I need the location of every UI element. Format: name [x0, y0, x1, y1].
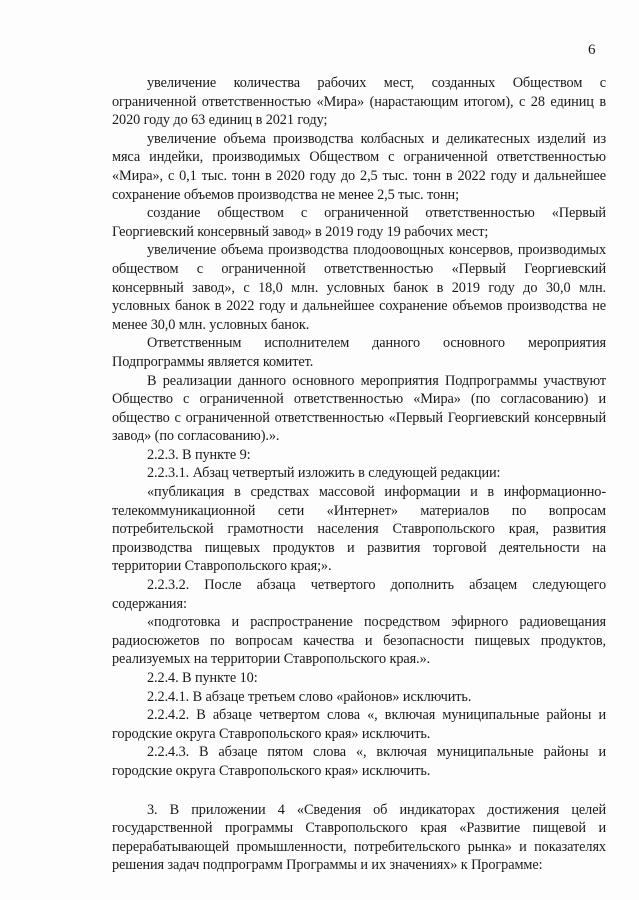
paragraph: 2.2.4.3. В абзаце пятом слова «, включая муниципальные районы и городские округа Ставропольского края» исключить.	[112, 744, 606, 779]
paragraph: увеличение количества рабочих мест, созданных Обществом с ограниченной ответственностью «Мира» (нарастающим итогом), с 28 единиц в 2020 году до 63 единиц в 2021 году;	[112, 75, 606, 129]
paragraph: 3. В приложении 4 «Сведения об индикаторах достижения целей государственной программы Ставропольского края «Развитие пищевой и перерабатывающей промышленности, потребительского рынка» и показателях решения задач подпрограмм Программы и их значениях» к Программе:	[112, 801, 606, 874]
page-number: 6	[588, 42, 596, 58]
paragraph: создание обществом с ограниченной ответственностью «Первый Георгиевский консервный завод» в 2019 году 19 рабочих мест;	[112, 205, 606, 240]
paragraph: увеличение объема производства плодоовощных консервов, производимых обществом с ограниченной ответственностью «Первый Георгиевский консервный завод», с 18,0 млн. условных банок в 2019 году до 30,0 млн. условных банок в 2022 году и дальнейшее сохранение объемов производства не менее 30,0 млн. условных банок.	[112, 242, 606, 333]
paragraph: Ответственным исполнителем данного основного мероприятия Подпрограммы является комитет.	[112, 335, 606, 370]
paragraph: 2.2.4. В пункте 10:	[147, 670, 258, 686]
paragraph: 2.2.4.1. В абзаце третьем слово «районов» исключить.	[147, 688, 472, 705]
paragraph: В реализации данного основного мероприятия Подпрограммы участвуют Общество с ограниченной ответственностью «Мира» (по согласованию) и общество с ограниченной ответственностью «Первый Георгиевский консервный завод» (по согласованию).».	[112, 372, 606, 445]
paragraph: 2.2.3.2. После абзаца четвертого дополнить абзацем следующего содержания:	[112, 577, 606, 612]
document-body	[112, 74, 606, 875]
paragraph: «публикация в средствах массовой информации и в информационно-телекоммуникационной сети «Интернет» материалов по вопросам потребительской грамотности населения Ставропольского края, развития производства пищевых продуктов и развития торговой деятельности на территории Ставропольского края;».	[112, 484, 606, 575]
paragraph: «подготовка и распространение посредством эфирного радиовещания радиосюжетов по вопросам качества и безопасности пищевых продуктов, реализуемых на территории Ставропольского края.».	[112, 614, 606, 668]
paragraph: 2.2.4.2. В абзаце четвертом слова «, включая муниципальные районы и городские округа Ставропольского края» исключить.	[112, 707, 606, 742]
paragraph: увеличение объема производства колбасных и деликатесных изделий из мяса индейки, производимых Обществом с ограниченной ответственностью «Мира», с 0,1 тыс. тонн в 2020 году до 2,5 тыс. тонн в 2022 году и дальнейшее сохранение объемов производства не менее 2,5 тыс. тонн;	[112, 130, 606, 203]
paragraph: 2.2.3.1. Абзац четвертый изложить в следующей редакции:	[147, 465, 501, 482]
paragraph: 2.2.3. В пункте 9:	[147, 446, 251, 463]
